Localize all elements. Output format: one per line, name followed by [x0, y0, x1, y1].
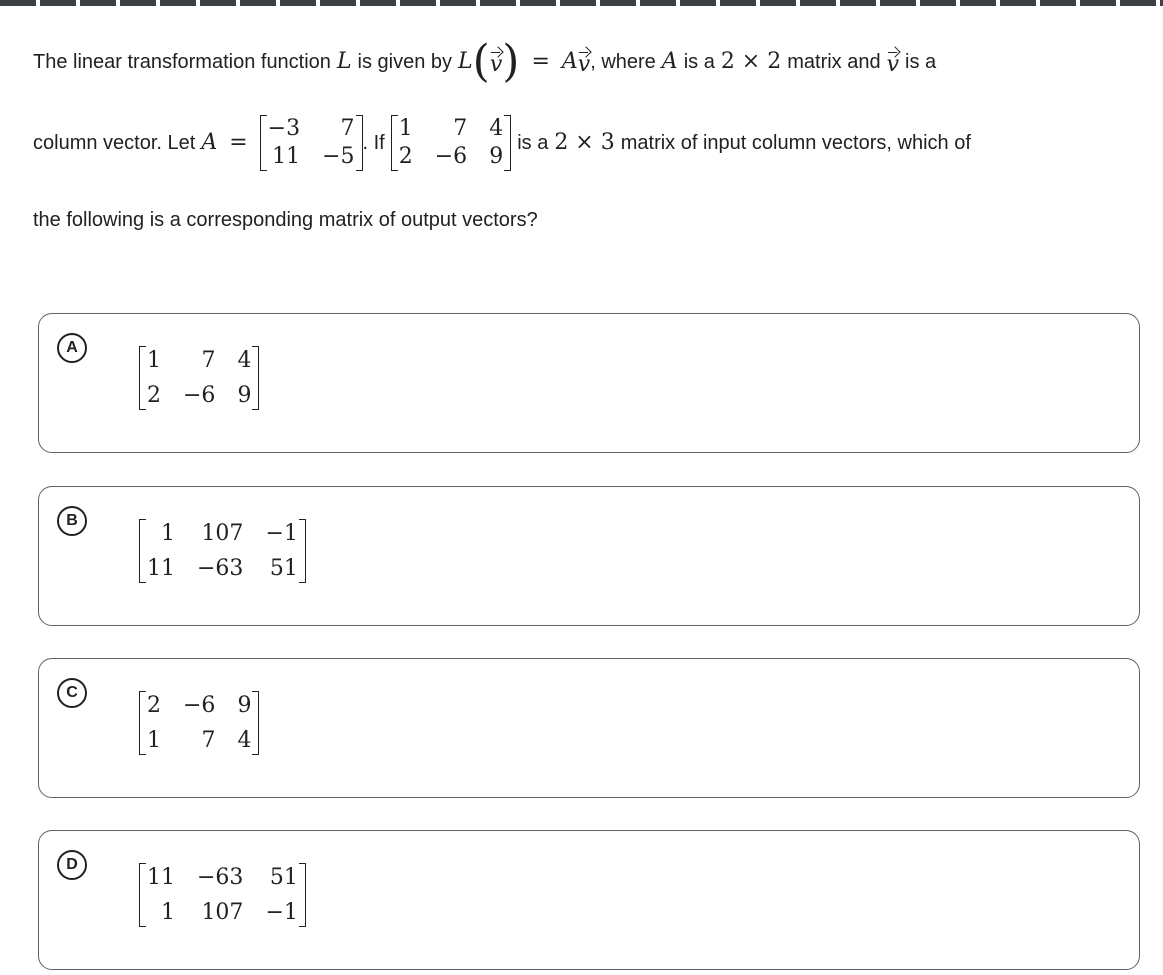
option-c-matrix [139, 691, 259, 755]
var-L: L [336, 49, 352, 74]
matrix-cell: 9 [237, 693, 252, 718]
question-text: is a [517, 132, 549, 154]
matrix-cell: −1 [265, 521, 298, 546]
matrix-cell: 2 [147, 693, 161, 718]
matrix-cell: 107 [201, 900, 244, 925]
question-line-3: the following is a corresponding matrix of output vectors? [33, 209, 538, 231]
dimensions: 2 × 2 [720, 49, 782, 74]
matrix-cell: −6 [183, 693, 216, 718]
question-line-1 [33, 36, 937, 87]
matrix-cell: −63 [197, 865, 244, 890]
matrix-cell: 1 [161, 900, 175, 925]
matrix-cell: 4 [237, 348, 252, 373]
question-text: , where [590, 51, 656, 73]
option-d-matrix [139, 863, 306, 927]
matrix-cell: 1 [147, 348, 161, 373]
matrix-cell: −3 [267, 116, 301, 141]
question-text: The linear transformation function [33, 51, 331, 73]
matrix-cell: 2 [147, 383, 161, 408]
question-text: column vector. Let [33, 132, 196, 154]
question-text: is a [905, 51, 937, 73]
matrix-cell: 107 [201, 521, 244, 546]
var-A: A [661, 49, 678, 74]
vector-v: v [490, 47, 502, 77]
matrix-cell: −1 [265, 900, 298, 925]
matrix-A [260, 115, 363, 171]
dimensions: 2 × 3 [554, 130, 615, 155]
matrix-cell: −5 [322, 144, 355, 169]
option-a[interactable] [38, 313, 1140, 453]
matrix-cell: 1 [398, 116, 413, 141]
option-letter-d: D [57, 850, 87, 880]
paren-close: ) [502, 36, 520, 87]
matrix-cell: 9 [237, 383, 252, 408]
option-d[interactable] [38, 830, 1140, 970]
matrix-cell: 11 [272, 144, 301, 169]
option-b-matrix [139, 519, 306, 583]
question-text: matrix of input column vectors, which of [620, 132, 971, 154]
var-A: A [201, 130, 218, 155]
option-b[interactable] [38, 486, 1140, 626]
matrix-cell: 1 [147, 728, 161, 753]
option-letter-c: C [57, 678, 87, 708]
matrix-cell: 4 [237, 728, 252, 753]
matrix-input [391, 115, 511, 171]
question-text: matrix and [787, 51, 881, 73]
vector-v: v [578, 47, 590, 77]
matrix-cell: −6 [434, 144, 468, 169]
matrix-cell: 7 [201, 348, 216, 373]
matrix-cell: 7 [201, 728, 216, 753]
matrix-cell: 7 [340, 116, 355, 141]
question-text: is given by [357, 51, 453, 73]
top-divider [0, 0, 1163, 6]
question-text: is a [683, 51, 715, 73]
equals-sign: = [531, 49, 550, 74]
matrix-cell: 11 [147, 865, 175, 890]
equals-sign: = [229, 130, 248, 155]
option-letter-b: B [57, 506, 87, 536]
option-letter-a: A [57, 333, 87, 363]
matrix-cell: 51 [269, 865, 298, 890]
vector-v: v [887, 47, 899, 77]
option-a-matrix [139, 346, 259, 410]
matrix-cell: 1 [161, 521, 175, 546]
matrix-cell: 7 [453, 116, 468, 141]
question-text: . If [362, 132, 385, 154]
matrix-cell: 4 [489, 116, 504, 141]
matrix-cell: −6 [183, 383, 216, 408]
matrix-cell: 9 [489, 144, 504, 169]
matrix-cell: −63 [197, 556, 244, 581]
paren-open: ( [472, 36, 490, 87]
option-c[interactable] [38, 658, 1140, 798]
var-A: A [561, 49, 578, 74]
matrix-cell: 2 [398, 144, 413, 169]
matrix-cell: 51 [269, 556, 298, 581]
matrix-cell: 11 [147, 556, 175, 581]
question-line-2 [33, 115, 971, 171]
function-L: L [458, 49, 473, 74]
